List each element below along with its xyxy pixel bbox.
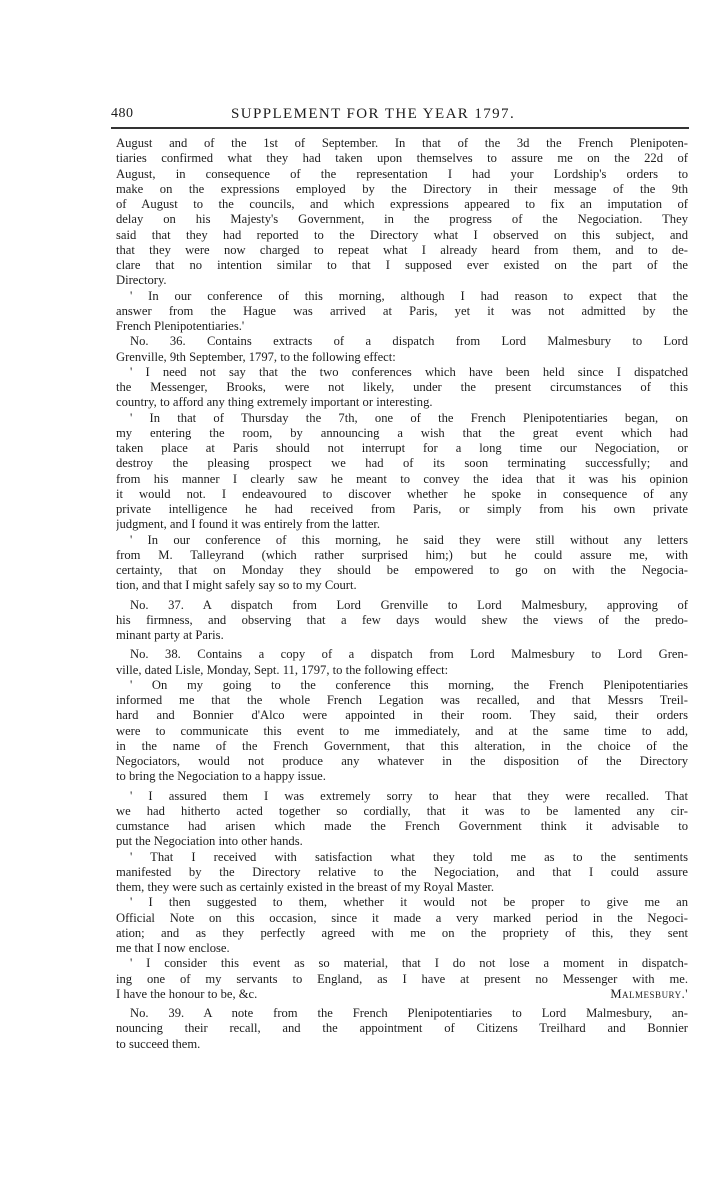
text-line: from M. Talleyrand (which rather surprised him;) but he could assure me, with — [116, 547, 688, 562]
text-line: ation; and as they perfectly agreed with me on the propriety of this, they sent — [116, 925, 688, 940]
text-line: them, they were such as certainly existed in the breast of my Royal Master. — [116, 880, 495, 894]
text-line: tiaries confirmed what they had taken upon themselves to assure me on the 22d of — [116, 151, 688, 166]
text-line: No. 38. Contains a copy of a dispatch from Lord Malmesbury to Lord Gren- — [130, 647, 688, 662]
page-header — [111, 104, 689, 128]
text-line: me that I now enclose. — [116, 941, 230, 955]
text-line: manifested by the Directory relative to the Negociation, and that I could assure — [116, 864, 688, 879]
text-line: cumstance had arisen which made the French Government think it advisable to — [116, 819, 688, 833]
paragraph — [116, 136, 688, 289]
paragraph — [116, 533, 688, 594]
paragraph — [116, 956, 688, 1002]
text-line: Directory. — [116, 273, 167, 288]
header-rule — [111, 127, 689, 129]
text-line: that they were now charged to repeat what I already heard from them, and to de- — [116, 242, 688, 257]
text-line: it would not. I endeavoured to discover whether he spoke in consequence of any — [116, 486, 688, 501]
body-text — [116, 136, 688, 1052]
text-line: country, to afford any thing extremely important or interesting. — [116, 395, 433, 410]
text-line: judgment, and I found it was entirely from the latter. — [116, 517, 381, 532]
running-title: SUPPLEMENT FOR THE YEAR 1797. — [231, 106, 516, 122]
text-line: private intelligence he had received from Paris, or simply from his own private — [116, 502, 688, 516]
text-line: ville, dated Lisle, Monday, Sept. 11, 1797, to the following effect: — [116, 662, 449, 677]
text-line: August, in consequence of the representation I had your Lordship's orders to — [116, 166, 688, 181]
text-line: my entering the room, by announcing a wish that the great event which had — [116, 425, 688, 440]
paragraph — [116, 850, 688, 896]
text-line: informed me that the whole French Legation was recalled, and that Messrs Treil- — [116, 693, 688, 707]
text-line: destroy the pleasing prospect we had of its soon terminating successfully; and — [116, 456, 688, 471]
text-line: ing one of my servants to England, as I have at present no Messenger with me. — [116, 971, 688, 986]
text-line: said that they had reported to the Directory what I observed on this subject, and — [116, 227, 688, 242]
text-line: ' In our conference of this morning, he said they were still without any letters — [130, 532, 688, 547]
text-line: ' I consider this event as so material, that I do not lose a moment in dispatch- — [130, 956, 688, 971]
text-line: ' In our conference of this morning, although I had reason to expect that the — [130, 288, 688, 303]
paragraph — [116, 598, 688, 644]
text-line: ' I assured them I was extremely sorry to hear that they were recalled. That — [130, 788, 688, 803]
text-line: No. 37. A dispatch from Lord Grenville to Lord Malmesbury, approving of — [130, 597, 688, 612]
text-line: the Messenger, Brooks, were not likely, under the present circumstances of this — [116, 380, 688, 394]
text-line: minant party at Paris. — [116, 628, 224, 642]
paragraph — [116, 365, 688, 411]
text-line: tion, and that I might safely say so to my Court. — [116, 578, 357, 593]
text-line: Negociators, would not produce any whatever in the disposition of the Directory — [116, 754, 688, 768]
text-line: I have the honour to be, &c. Malmesbury.' — [116, 986, 688, 1001]
text-line: put the Negociation into other hands. — [116, 834, 303, 849]
text-line: French Plenipotentiaries.' — [116, 319, 245, 333]
text-line: of August to the councils, and which expressions appeared to fix an imputation of — [116, 197, 688, 211]
text-line: ' I then suggested to them, whether it would not be proper to give me an — [130, 895, 688, 910]
text-line: taken place at Paris should not interrupt for a long time our Negociation, or — [116, 441, 688, 455]
text-line: make on the expressions employed by the Directory in their message of the 9th — [116, 181, 688, 196]
paragraph — [116, 411, 688, 533]
text-line: from his manner I clearly saw he meant to convey the idea that it was his opinion — [116, 471, 688, 486]
text-line: certainty, that on Monday they should be empowered to go on with the Negocia- — [116, 563, 688, 577]
text-line: ' That I received with satisfaction what they told me as to the sentiments — [130, 849, 688, 864]
paragraph — [116, 334, 688, 365]
text-line: we had hitherto acted together so cordially, that it was to be lamented any cir- — [116, 803, 688, 818]
text-line: No. 39. A note from the French Plenipotentiaries to Lord Malmesbury, an- — [130, 1006, 688, 1020]
text-line: Official Note on this occasion, since it made a very marked period in the Negoci- — [116, 910, 688, 925]
text-line: to bring the Negociation to a happy issue. — [116, 769, 326, 784]
text-line: were to communicate this event to me immediately, and at the same time to add, — [116, 723, 688, 738]
text-line: Grenville, 9th September, 1797, to the following effect: — [116, 349, 396, 364]
paragraph — [116, 289, 688, 335]
text-line: ' I need not say that the two conferences which have been held since I dispatched — [130, 364, 688, 379]
text-line: to succeed them. — [116, 1036, 201, 1051]
text-line: his firmness, and observing that a few days would shew the views of the predo- — [116, 612, 688, 627]
text-line: ' On my going to the conference this morning, the French Plenipotentiaries — [130, 677, 688, 692]
paragraph — [116, 789, 688, 850]
paragraph — [116, 1006, 688, 1052]
text-line: No. 36. Contains extracts of a dispatch from Lord Malmesbury to Lord — [130, 334, 688, 349]
paragraph — [116, 678, 688, 785]
text-line: ' In that of Thursday the 7th, one of the French Plenipotentiaries began, on — [130, 410, 688, 425]
text-line: answer from the Hague was arrived at Paris, yet it was not admitted by the — [116, 303, 688, 318]
text-line: clare that no intention similar to that I supposed ever existed on the part of the — [116, 258, 688, 272]
signature: Malmesbury.' — [610, 986, 688, 1001]
text-line: in the name of the French Government, that this alteration, in the choice of the — [116, 738, 688, 753]
text-line: August and of the 1st of September. In that of the 3d the French Plenipoten- — [116, 136, 688, 150]
paragraph — [116, 895, 688, 956]
text-line: delay on his Majesty's Government, in the progress of the Negociation. They — [116, 212, 688, 227]
text-line: hard and Bonnier d'Alco were appointed in their room. They said, their orders — [116, 708, 688, 723]
page-number: 480 — [111, 106, 134, 121]
paragraph — [116, 647, 688, 678]
text-line: nouncing their recall, and the appointment of Citizens Treilhard and Bonnier — [116, 1021, 688, 1036]
